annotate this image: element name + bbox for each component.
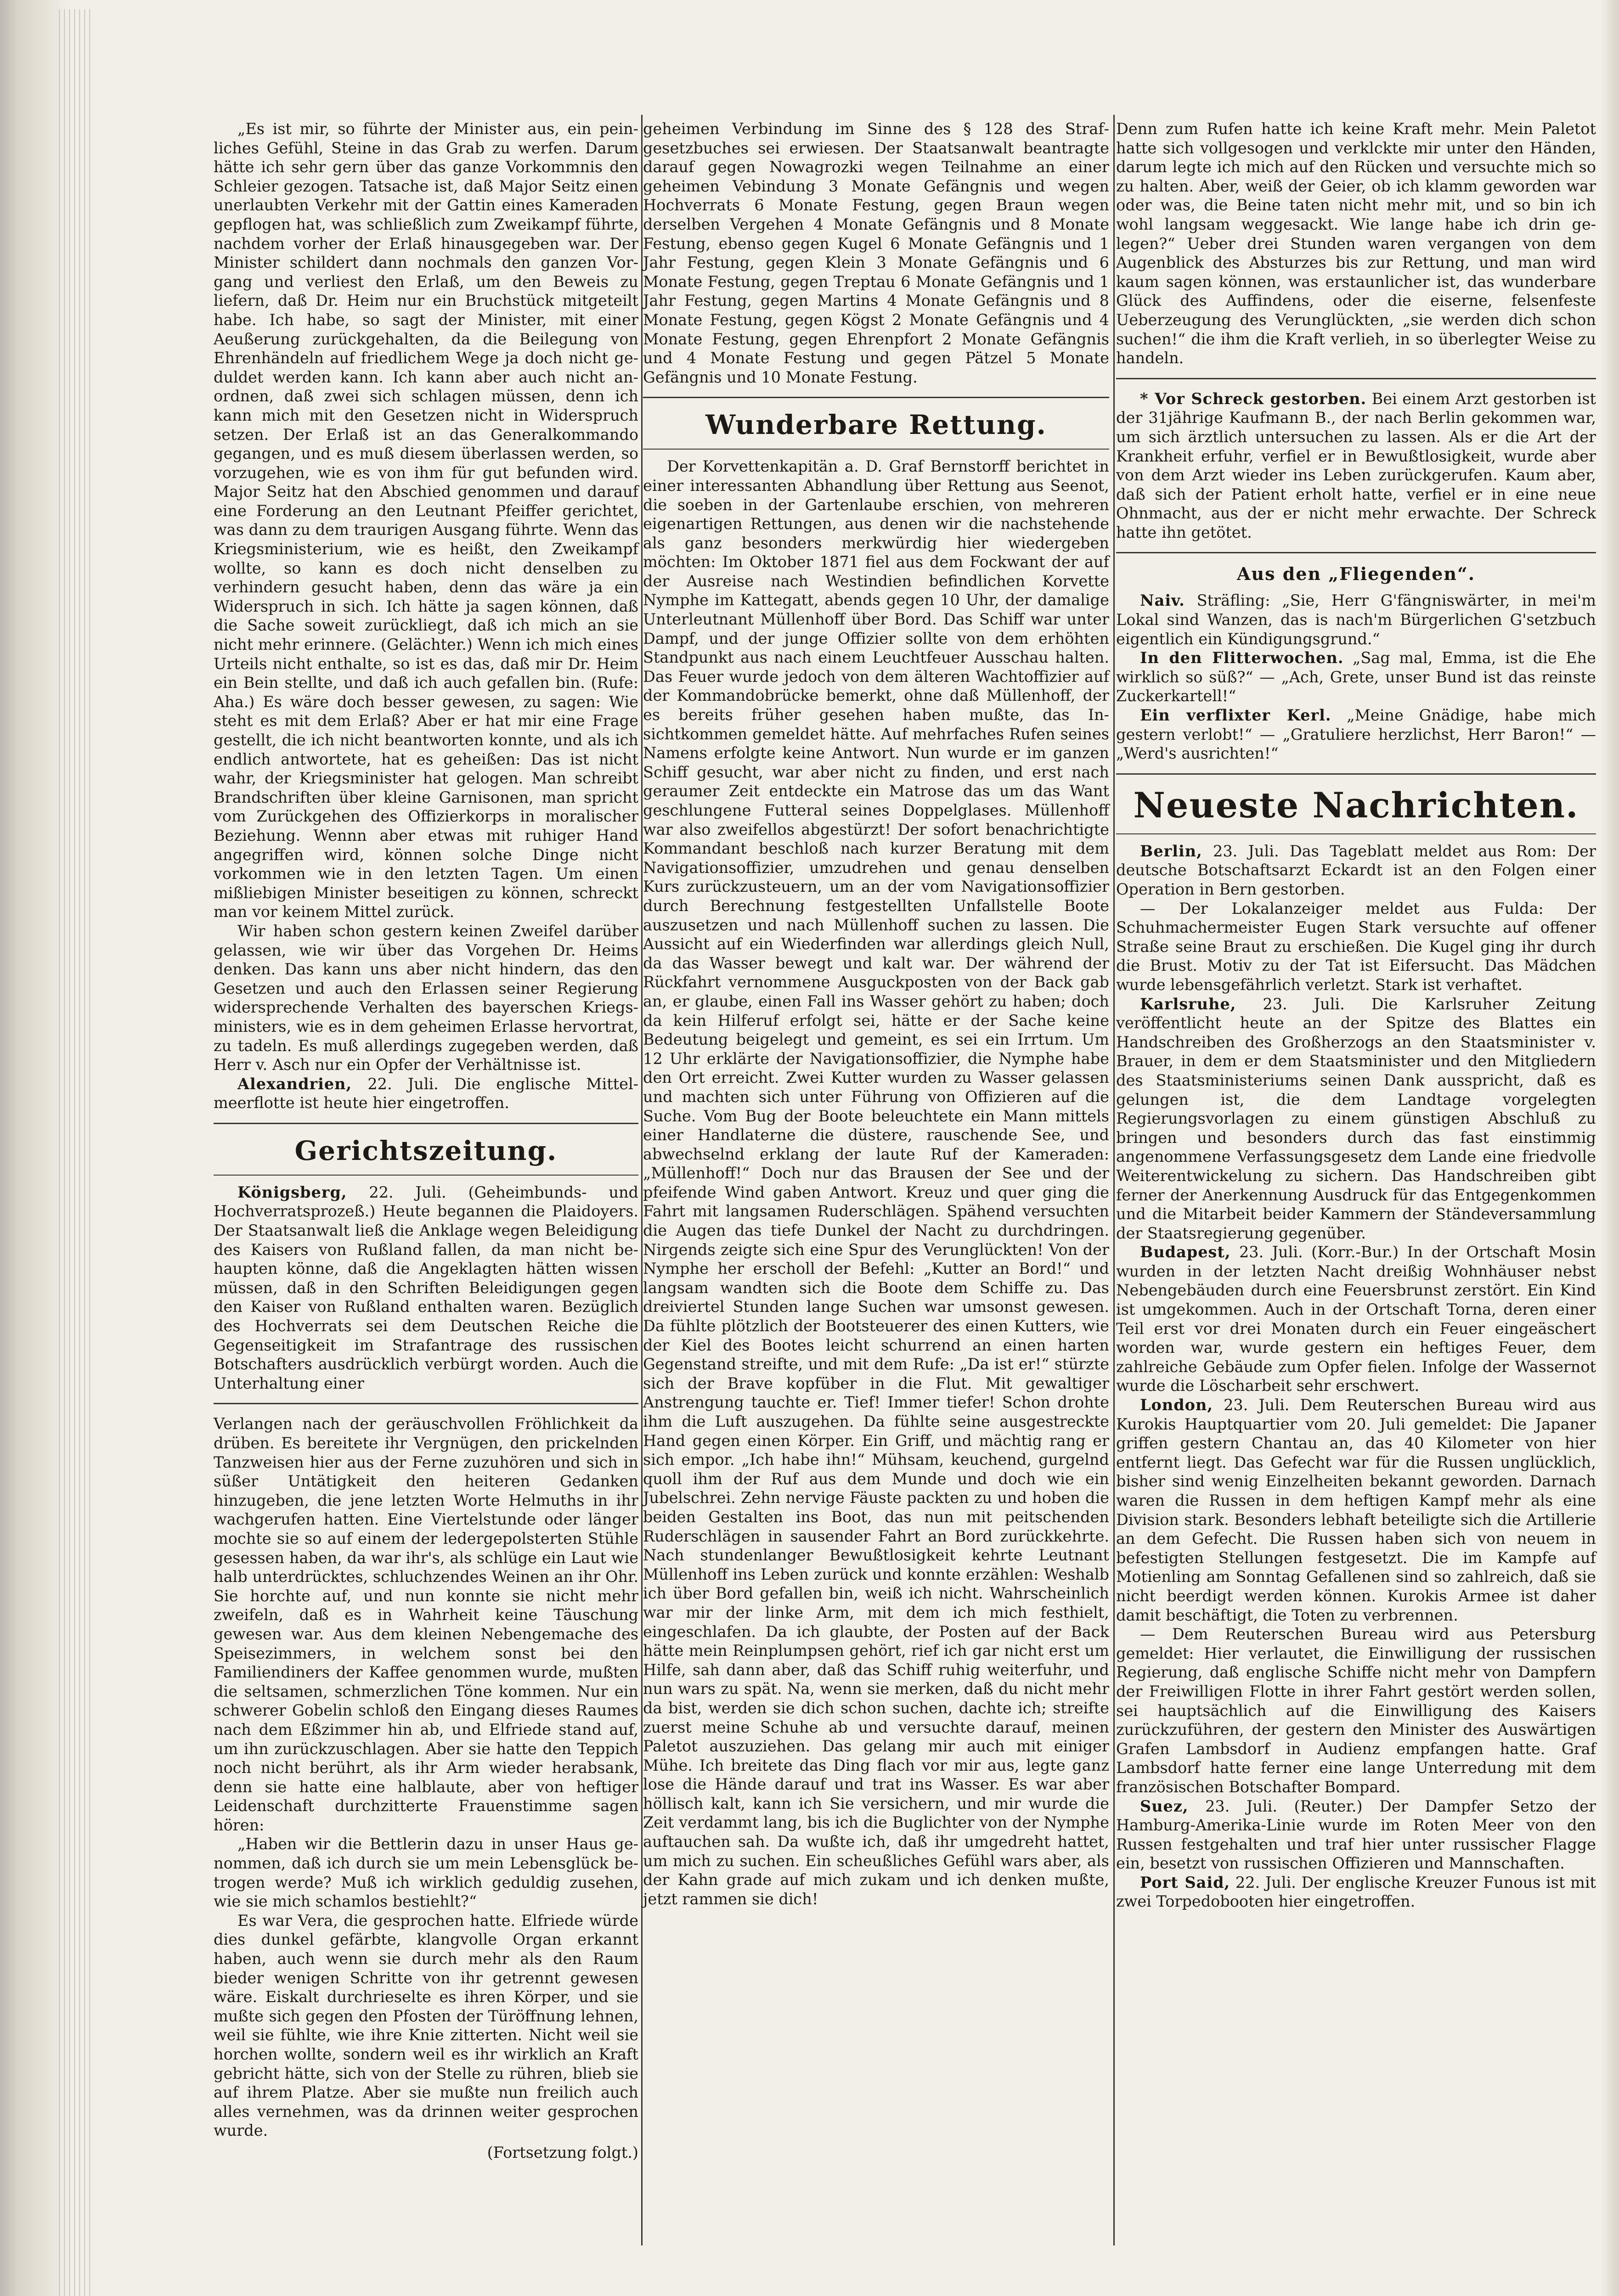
- header-underline: [214, 1175, 638, 1176]
- news-item: [1116, 1873, 1596, 1911]
- news-text: — Dem Reuterschen Bureau wird aus Petersburg gemeldet: Hier verlautet, die Einwilligung der russischen Regierung, daß englische Schiffe nicht mehr von Dampfern der Freiwilligen Flotte in ihrer Fahrt gestört werden sollen, sei hauptsächlich auf die Einwilligung des Kaisers zurückzuführen, der gestern den Minister des Auswärtigen Grafen Lambsdorf in Audienz empfangen hatte. Graf Lambsdorf hatte ferner eine lange Unterredung mit dem französischen Botschafter Bompard.: [1116, 1625, 1596, 1796]
- feuilleton-divider: [214, 1403, 638, 1404]
- alexandrien-dateline: Alexandrien,: [237, 1075, 352, 1093]
- fliegende-item-text: „Sag mal, Emma, ist die Ehe wirklich so süß?“ — „Ach, Grete, unser Bund ist das reinste Zuckerkartell!“: [1116, 649, 1596, 705]
- gerichtszeitung-header: Gerichtszeitung.: [294, 1135, 558, 1166]
- news-dateline: Suez,: [1140, 1797, 1189, 1815]
- minister-speech-paragraph: „Es ist mir, so führte der Minister aus, ein peinliches Gefühl, Steine in das Grab zu werfen. Darum hätte ich sehr gern über das ganze Vorkommnis den Schleier gezogen. Tatsache ist, daß Major Seitz einen unerlaubten Verkehr mit der Gattin eines Kameraden gepflogen hat, was schließlich zum Zweikampf führte, nachdem vorher der Erlaß hinausgegeben war. Der Minister schildert dann nochmals den ganzen Vorgang und verliest den Erlaß, um den Beweis zu liefern, daß Dr. Heim nur ein Bruchstück mitgeteilt habe. Ich habe, so sagt der Minister, mit einer Aeußerung zurückgehalten, da die Beilegung von Ehrenhändeln auf friedlichem Wege ja doch nicht geduldet werden kann. Ich kann aber auch nicht anordnen, daß zwei sich schlagen müssen, denn ich kann mich mit den Gesetzen nicht in Widerspruch setzen. Der Erlaß ist an das Generalkommando gegangen, und es muß diesem überlassen werden, so vorzugehen, wie es von ihm für gut befunden wird. Major Seitz hat den Abschied genommen und darauf eine Forderung an den Leutnant Pfeiffer gerichtet, was dann zu dem traurigen Ausgang führte. Wenn das Kriegsministerium, wie es heißt, den Zweikampf wollte, so kann es doch nicht denselben zu verhindern gesucht haben, denn das wäre ja ein Widerspruch in sich. Ich hätte ja sagen können, daß die Sache soweit zurückliegt, daß ich mich an sie nicht mehr erinnere. (Gelächter.) Wenn ich mich eines Urteils nicht enthalte, so ist es das, daß mir Dr. Heim ein Bein stellte, und daß ich auch gefallen bin. (Rufe: Aha.) Es wäre doch besser gewesen, zu sagen: Wie steht es mit dem Erlaß? Aber er hat mir eine Frage gestellt, die ich nicht beantworten konnte, und als ich endlich antwortete, hat es geheißen: Das ist nicht wahr, der Kriegsminister hat gelogen. Man schreibt Brandschriften über kleine Garnisonen, man spricht vom Zurückgehen des Offizierkorps in moralischer Beziehung. Wennn aber etwas mit ruhiger Hand angegriffen wird, können solche Dinge nicht vorkommen wie in den letzten Tagen. Um einen mißliebigen Minister beseitigen zu können, schreckt man vor keinem Mittel zurück.: [214, 120, 638, 921]
- novel-paragraph: Verlangen nach der geräuschvollen Fröhlichkeit da drüben. Es bereitete ihr Vergnügen, den prickelnden Tanzweisen hier aus der Ferne zuzuhören und sich in süßer Untätigkeit den heiteren Gedanken hinzugeben, die jene letzten Worte Helmuths in ihr wachgerufen hatten. Eine Viertelstunde oder länger mochte sie so auf einem der ledergepolsterten Stühle gesessen haben, da war ihr's, als schlüge ein Laut wie halb unterdrücktes, schluchzendes Weinen an ihr Ohr. Sie horchte auf, und nun konnte sie nicht mehr zweifeln, daß es in Wahrheit keine Täuschung gewesen war. Aus dem kleinen Nebengemache des Speisezimmers, in welchem sonst bei den Familiendiners der Kaffee genommen wurde, mußten die seltsamen, schmerzlichen Töne kommen. Nur ein schwerer Gobelin schloß den Eingang dieses Raumes nach dem Eßzimmer hin ab, und Elfriede stand auf, um ihn zurückzuschlagen. Aber sie hatte den Teppich noch nicht berührt, als ihr Arm wieder herabsank, denn sie hatte eine halblaute, aber von heftiger Leidenschaft durchzitterte Frauenstimme sagen hören:: [214, 1415, 638, 1834]
- news-dateline: Karlsruhe,: [1140, 995, 1236, 1013]
- neueste-nachrichten-header: Neueste Nachrichten.: [1133, 784, 1579, 826]
- novel-paragraph: „Haben wir die Bettlerin dazu in unser Haus genommen, daß ich durch sie um mein Lebensglück betrogen werde? Muß ich wirklich geduldig zusehen, wie sie mich schamlos bestiehlt?“: [214, 1835, 638, 1911]
- novel-paragraph: Es war Vera, die gesprochen hatte. Elfriede würde dies dunkel gefärbte, klangvolle Organ erkannt haben, auch wenn sie durch mehr als den Raum bieder wenigen Schritte von ihr getrennt gewesen wäre. Eiskalt durchrieselte es ihren Körper, und sie mußte sich gegen den Pfosten der Türöffnung lehnen, weil sie fühlte, wie ihre Knie zitterten. Nicht weil sie horchen wollte, sondern weil es ihr wirklich an Kraft gebricht hätte, sich von der Stelle zu rühren, blieb sie auf ihrem Platze. Aber sie mußte nun freilich auch alles vernehmen, was da drinnen weiter gesprochen wurde.: [214, 1911, 638, 2140]
- section-divider: [1116, 378, 1596, 379]
- column-3: [1116, 119, 1596, 2236]
- fliegende-item-text: Sträfling: „Sie, Herr G'fängniswärter, in mei'm Lokal sind Wanzen, das is nach'm Bürgerlichen G'setzbuch eigentlich ein Kündigungsgrund.“: [1116, 591, 1596, 648]
- commentary-paragraph: Wir haben schon gestern keinen Zweifel darüber gelassen, wie wir über das Vorgehen Dr. Heims denken. Das kann uns aber nicht hindern, das den Gesetzen und auch den Erlassen seiner Regierung widersprechende Verhalten des bayerschen Kriegsministers, wie es in dem geheimen Erlasse hervortrat, zu tadeln. Es muß allerdings zugegeben werden, daß Herr v. Asch nur ein Opfer der Verhältnisse ist.: [214, 922, 638, 1074]
- news-text: — Der Lokalanzeiger meldet aus Fulda: Der Schuhmachermeister Eugen Stark versuchte auf offener Straße seine Braut zu erschießen. Die Kugel ging ihr durch die Brust. Motiv zu der Tat ist Eifersucht. Das Mädchen wurde lebensgefährlich verletzt. Stark ist verhaftet.: [1116, 899, 1596, 994]
- koenigsberg-text: 22. Juli. (Geheimbunds- und Hochverratsprozeß.) Heute begannen die Plaidoyers. Der Staatsanwalt ließ die Anklage wegen Beleidigung des Kaisers von Rußland fallen, da man nicht behaupten könne, daß die Angeklagten hätten wissen müssen, daß in den Schriften Beleidigungen gegen den Kaiser von Rußland enthalten waren. Bezüglich des Hochverrats sei dem Deutschen Reiche die Gegenseitigkeit im Strafantrage des russischen Botschafters ausdrücklich verbürgt worden. Auch die Unterhaltung einer: [214, 1183, 638, 1392]
- news-text: 23. Juli. (Reuter.) Der Dampfer Setzo der Hamburg-Amerika-Linie wurde im Roten Meer von den Russen festgehalten und traf hier unter russischer Flagge ein, besetzt von russischen Offizieren und Mannschaften.: [1116, 1797, 1596, 1873]
- news-dateline: Berlin,: [1140, 842, 1202, 860]
- section-divider: [1116, 773, 1596, 775]
- sentencing-paragraph: geheimen Verbindung im Sinne des § 128 des Strafgesetzbuches sei erwiesen. Der Staatsanwalt beantragte darauf gegen Nowagrozki wegen Teilnahme an einer geheimen Vebindung 3 Monate Gefängnis und wegen Hochverrats 6 Monate Festung, gegen Braun wegen derselben Vergehen 4 Monate Gefängnis und 8 Monate Festung, ebenso gegen Kugel 6 Monate Gefängnis und 1 Jahr Festung, gegen Klein 3 Monate Gefängnis und 6 Monate Festung, gegen Treptau 6 Monate Gefängnis und 1 Jahr Festung, gegen Martins 4 Monate Gefängnis und 8 Monate Festung, gegen Kögst 2 Monate Gefängnis und 4 Monate Festung, gegen Ehrenpfort 2 Monate Gefängnis und 4 Monate Festung und gegen Pätzel 5 Monate Gefängnis und 10 Monate Festung.: [643, 120, 1109, 386]
- fliegende-item: [1116, 648, 1596, 706]
- page-stack-edges: [55, 9, 92, 2296]
- koenigsberg-dateline: Königsberg,: [237, 1183, 347, 1201]
- rescue-continuation-paragraph: Denn zum Rufen hatte ich keine Kraft mehr. Mein Paletot hatte sich vollgesogen und verklckte mir unter den Händen, darum legte ich mich auf den Rücken und versuchte mich so zu halten. Aber, weiß der Geier, ob ich klamm geworden war oder was, die Beine taten nicht mehr mit, und so bin ich wohl langsam weggesackt. Wie lange habe ich drin gelegen?“ Ueber drei Stunden waren vergangen von dem Augenblick des Absturzes bis zur Rettung, und man wird kaum sagen können, was erstaunlicher ist, das wunderbare Glück des Auffindens, oder die eiserne, felsenfeste Ueberzeugung des Verunglückten, „sie werden dich schon suchen!“ die ihm die Kraft verlieh, in so überlegter Weise zu handeln.: [1116, 120, 1596, 367]
- rescue-header: Wunderbare Rettung.: [705, 409, 1047, 441]
- news-item: [1116, 1625, 1596, 1796]
- fliegende-item-title: Naiv.: [1140, 591, 1185, 610]
- news-item: [1116, 842, 1596, 899]
- fliegende-item: [1116, 591, 1596, 648]
- news-text: 23. Juli. (Korr.-Bur.) In der Ortschaft Mosin wurden in der letzten Nacht dreißig Wohnhäuser nebst Nebengebäuden durch eine Feuersbrunst zerstört. Ein Kind ist umgekommen. Auch in der Ortschaft Torna, deren einer Teil erst vor drei Monaten durch ein Feuer eingeäschert worden war, wurde gestern ein heftiges Feuer, dem zahlreiche Gebäude zum Opfer fielen. Infolge der Wassernot wurde die Löscharbeit sehr erschwert.: [1116, 1243, 1596, 1395]
- fliegende-item-title: Ein verflixter Kerl.: [1140, 706, 1331, 725]
- column-2: [643, 119, 1109, 2236]
- fliegende-header: Aus den „Fliegenden“.: [1236, 563, 1476, 585]
- news-item: [1116, 1797, 1596, 1873]
- section-divider: [214, 1123, 638, 1124]
- header-underline: [1116, 833, 1596, 834]
- continuation-note: (Fortsetzung folgt.): [487, 2143, 638, 2161]
- news-text: 23. Juli. Die Karlsruher Zeitung veröffentlicht heute an der Spitze des Blattes ein Handschreiben des Großherzogs an den Staatsminister v. Brauer, in dem er dem Staatsminister und den Mitgliedern des Staatsministeriums seinen Dank ausspricht, daß es gelungen ist, die dem Landtage vorgelegten Regierungsvorlagen zu einem günstigen Abschluß zu bringen und besonders durch das fast einstimmig angenommene Verfassungsgesetz dem Lande eine friedvolle Weiterentwickelung zu sichern. Das Handschreiben gibt ferner der Anerkennung Ausdruck für das Entgegenkommen und die Mitarbeit beider Kammern der Ständeversammlung der Staatsregierung gegenüber.: [1116, 995, 1596, 1242]
- schreck-item: [1116, 389, 1596, 542]
- news-text: 22. Juli. Der englische Kreuzer Funous ist mit zwei Torpedobooten hier eingetroffen.: [1116, 1873, 1596, 1911]
- news-dateline: Budapest,: [1140, 1243, 1231, 1261]
- rescue-paragraph: Der Korvettenkapitän a. D. Graf Bernstorff berichtet in einer interessanten Abhandlung über Rettung aus Seenot, die soeben in der Gartenlaube erschien, von mehreren eigenartigen Rettungen, aus denen wir die nachstehende als ganz besonders merkwürdig hier wiedergeben möchten: Im Oktober 1871 fiel aus dem Fockwant der auf der Ausreise nach Westindien befindlichen Korvette Nymphe im Kattegatt, abends gegen 10 Uhr, der damalige Unterleutnant Müllenhoff über Bord. Das Schiff war unter Dampf, und der junge Offizier sollte von dem erhöhten Standpunkt aus nach einem Leuchtfeuer Ausschau halten. Das Feuer wurde jedoch von dem älteren Wachtoffizier auf der Kommandobrücke bemerkt, ohne daß Müllenhoff, der es bereits früher gesehen haben mußte, das Insichtkommen gemeldet hätte. Auf mehrfaches Rufen seines Namens erfolgte keine Antwort. Nun wurde er im ganzen Schiff gesucht, war aber nicht zu finden, und erst nach geraumer Zeit entdeckte ein Matrose das um das Want geschlungene Futteral seines Doppelglases. Müllenhoff war also zweifellos abgestürzt! Der sofort benachrichtigte Kommandant beschloß nach kurzer Beratung mit dem Navigationsoffizier, umzudrehen und genau denselben Kurs zurückzusteuern, um an der vom Navigationsoffizier durch Berechnung festgestellten Unfallstelle Boote auszusetzen und nach Müllenhoff suchen zu lassen. Die Aussicht auf ein Wiederfinden war allerdings gleich Null, da das Wasser bewegt und kalt war. Der während der Rückfahrt vernommene Ausguckposten von der Back gab an, er glaube, einen Fall ins Wasser gehört zu haben; doch da kein Hilferuf erfolgt sei, hätte er der Sache keine Bedeutung beigelegt und gemeint, es sei ein Irrtum. Um 12 Uhr erklärte der Navigationsoffizier, die Nymphe habe den Ort erreicht. Zwei Kutter wurden zu Wasser gelassen und machten sich unter Führung von Offizieren auf die Suche. Vom Bug der Boote beleuchtete ein Mann mittels einer Handlaterne die düstere, rauschende See, und abwechselnd erklang der laute Ruf der Kameraden: „Müllenhoff!“ Doch nur das Brausen der See und der pfeifende Wind gaben Antwort. Kreuz und quer ging die Fahrt mit langsamen Ruderschlägen. Spähend versuchten die Augen das tiefe Dunkel der Nacht zu durchdringen. Nirgends zeigte sich eine Spur des Verunglückten! Von der Nymphe her erscholl der Befehl: „Kutter an Bord!“ und langsam wandten sich die Boote dem Schiffe zu. Das dreiviertel Stunden lange Suchen war umsonst gewesen. Da fühlte plötzlich der Bootsteuerer des einen Kutters, wie der Kiel des Bootes leicht schurrend an einen harten Gegenstand streifte, und mit dem Rufe: „Da ist er!“ stürzte sich der Brave kopfüber in die Flut. Mit gewaltiger Anstrengung tauchte er. Tief! Immer tiefer! Schon drohte ihm die Luft auszugehen. Da fühlte seine ausgestreckte Hand gegen einen Körper. Ein Griff, und mächtig rang er sich empor. „Ich habe ihn!“ Mühsam, keuchend, gurgelnd quoll ihm der Ruf aus dem Munde und doch wie ein Jubelschrei. Zehn nervige Fäuste packten zu und hoben die beiden Gestalten ins Boot, das nun mit peitschenden Ruderschlägen in sausender Fahrt an Bord zurückkehrte. Nach stundenlanger Bewußtlosigkeit kehrte Leutnant Müllenhoff ins Leben zurück und konnte erzählen: Weshalb ich über Bord gefallen bin, weiß ich nicht. Wahrscheinlich war mir der linke Arm, mit dem ich mich festhielt, eingeschlafen. Da ich glaubte, der Posten auf der Back hätte mein Reinplumpsen gehört, rief ich gar nicht erst um Hilfe, sah dann aber, daß das Schiff ruhig weiterfuhr, und nun wars zu spät. Na, wenn sie merken, daß du nicht mehr da bist, werden sie dich schon suchen, dachte ich; streifte zuerst meine Schuhe ab und versuchte darauf, meinen Paletot auszuziehen. Das gelang mir auch mit einiger Mühe. Ich breitete das Ding flach vor mir aus, legte ganz lose die Hände darauf und trat ins Wasser. Es war aber höllisch kalt, kann ich Sie versichern, und mir wurde die Zeit verdammt lang, bis ich die Buglichter von der Nymphe auftauchen sah. Da wußte ich, daß ihr umgedreht hattet, um mich zu suchen. Ein scheußliches Gefühl wars aber, als der Kahn grade auf mich zukam und ich denken mußte, jetzt rammen sie dich!: [643, 457, 1109, 1908]
- news-item: [1116, 995, 1596, 1243]
- fliegende-item: [1116, 706, 1596, 763]
- schreck-dateline: * Vor Schreck gestorben.: [1140, 389, 1367, 408]
- news-dateline: London,: [1140, 1396, 1213, 1414]
- schreck-text: Bei einem Arzt gestorben ist der 31jährige Kaufmann B., der nach Berlin gekommen war, um sich ärztlich untersuchen zu lassen. Als er die Art der Krankheit erfuhr, verfiel er in Bewußtlosigkeit, wurde aber von dem Arzt wieder ins Leben zurückgerufen. Kaum aber, daß sich der Patient erholt hatte, verfiel er in eine neue Ohnmacht, aus der er nicht mehr erwachte. Der Schreck hatte ihn getötet.: [1116, 389, 1596, 541]
- column-rule-left: [641, 115, 643, 2245]
- column-1: [214, 119, 638, 2236]
- news-item: [1116, 899, 1596, 995]
- news-text: 23. Juli. Das Tageblatt meldet aus Rom: Der deutsche Botschaftsarzt Eckardt ist an den Folgen einer Operation in Bern gestorben.: [1116, 842, 1596, 898]
- section-divider: [643, 397, 1109, 398]
- alexandrien-item: [214, 1075, 638, 1113]
- fliegende-item-text: „Meine Gnädige, habe mich gestern verlobt!“ — „Gratuliere herzlichst, Herr Baron!“ — „Werd's ausrichten!“: [1116, 706, 1596, 763]
- page-edge-shadow: [1601, 0, 1619, 2296]
- alexandrien-text: 22. Juli. Die englische Mittelmeerflotte ist heute hier eingetroffen.: [214, 1075, 638, 1112]
- news-dateline: Port Said,: [1140, 1873, 1230, 1891]
- koenigsberg-item: [214, 1183, 638, 1393]
- column-rule-right: [1113, 115, 1115, 2245]
- header-underline: [643, 449, 1109, 450]
- fliegende-item-title: In den Flitterwochen.: [1140, 649, 1344, 667]
- news-item: [1116, 1243, 1596, 1396]
- news-item: [1116, 1396, 1596, 1625]
- news-text: 23. Juli. Dem Reuterschen Bureau wird aus Kurokis Hauptquartier vom 20. Juli gemeldet: Die Japaner griffen gestern Chantau an, das 40 Kilometer von hier entfernt liegt. Das Gefecht war für die Russen unglücklich, bisher sind wenig Einzelheiten bekannt geworden. Darnach waren die Russen in dem heftigen Kampf mehr als eine Division stark. Besonders lebhaft beteiligte sich die Artillerie an dem Gefecht. Die Russen haben sich von neuem in befestigten Stellungen festgesetzt. Die im Kampfe auf Motienling am Sonntag Gefallenen sind so zahlreich, daß sie nicht beerdigt werden können. Kurokis Armee ist daher damit beschäftigt, die Toten zu verbrennen.: [1116, 1396, 1596, 1624]
- section-divider: [1116, 552, 1596, 553]
